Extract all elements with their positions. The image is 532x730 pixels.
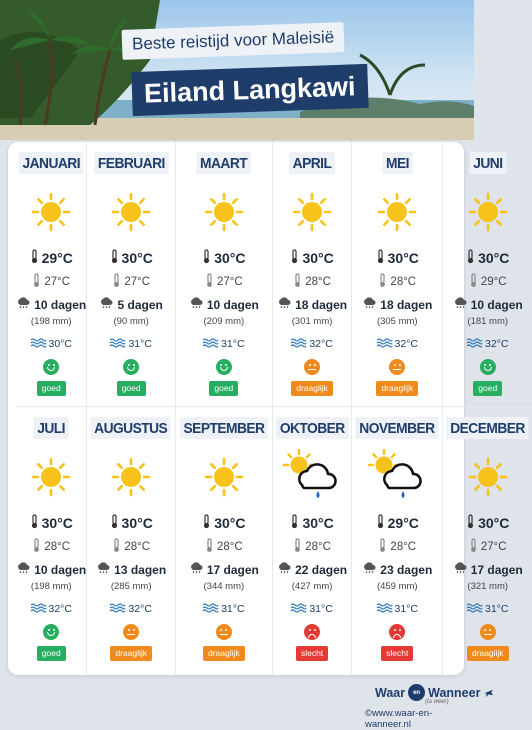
min-temperature: 27°C [32, 273, 70, 291]
thermometer-icon [469, 538, 478, 556]
rating-badge: goed [117, 381, 146, 396]
rating-goed-face-icon [123, 359, 139, 375]
sea-temperature: 32°C [110, 603, 151, 615]
thermometer-icon [205, 538, 214, 556]
sun-icon [101, 186, 161, 238]
logo-badge: en [408, 684, 425, 701]
rainfall-mm: (427 mm) [291, 581, 333, 592]
month-cell-februari [87, 142, 175, 407]
month-name: APRIL [289, 152, 335, 174]
waves-icon [110, 338, 125, 350]
max-temperature: 30°C [466, 514, 509, 532]
rainfall-mm: (305 mm) [376, 316, 418, 327]
month-cell-september [176, 407, 273, 675]
rating-badge: draaglijk [203, 646, 245, 661]
month-cell-maart [176, 142, 273, 407]
rating-draaglijk-face-icon [216, 624, 232, 640]
sea-temperature: 31°C [203, 338, 244, 350]
sea-temperature: 32°C [291, 338, 332, 350]
rainfall-mm: (181 mm) [467, 316, 509, 327]
min-temperature: 28°C [112, 538, 150, 556]
rainfall-mm: (459 mm) [376, 581, 418, 592]
sun-icon [367, 186, 427, 238]
thermometer-icon [30, 514, 39, 532]
min-temperature: 28°C [293, 273, 331, 291]
climate-card [8, 142, 526, 675]
sea-temperature: 32°C [467, 338, 508, 350]
max-temperature: 30°C [110, 514, 153, 532]
rain-days: 22 dagen [277, 562, 347, 577]
thermometer-icon [202, 514, 211, 532]
min-temperature: 27°C [469, 538, 507, 556]
thermometer-icon [376, 249, 385, 267]
logo-word-wanneer: Wanneer [428, 685, 481, 700]
rating-draaglijk-face-icon [480, 624, 496, 640]
max-temperature: 30°C [110, 249, 153, 267]
month-name: NOVEMBER [356, 417, 439, 439]
waves-icon [203, 603, 218, 615]
waves-icon [377, 338, 392, 350]
month-name: DECEMBER [447, 417, 529, 439]
logo-tagline: (ta weer) [425, 699, 449, 705]
sea-temperature: 31°C [203, 603, 244, 615]
page-title: Eiland Langkawi [131, 64, 368, 116]
rating-badge: slecht [381, 646, 413, 661]
rating-badge: goed [37, 381, 66, 396]
min-temperature: 27°C [112, 273, 150, 291]
rating-goed-face-icon [216, 359, 232, 375]
rating-draaglijk-face-icon [123, 624, 139, 640]
min-temperature: 28°C [205, 538, 243, 556]
rating-slecht-face-icon [389, 624, 405, 640]
sea-temperature: 30°C [31, 338, 72, 350]
rating-badge: goed [37, 646, 66, 661]
rain-cloud-icon [277, 297, 292, 312]
min-temperature: 28°C [378, 273, 416, 291]
thermometer-icon [30, 249, 39, 267]
thermometer-icon [32, 538, 41, 556]
rainfall-mm: (198 mm) [30, 316, 72, 327]
rating-goed-face-icon [43, 359, 59, 375]
rating-badge: goed [209, 381, 238, 396]
rain-cloud-icon [453, 562, 468, 577]
rain-cloud-icon [189, 562, 204, 577]
month-name: MEI [382, 152, 412, 174]
month-name: JULI [34, 417, 69, 439]
logo-word-waar: Waar [375, 685, 406, 700]
max-temperature: 29°C [30, 249, 73, 267]
month-cell-april [273, 142, 353, 407]
month-name: OKTOBER [276, 417, 348, 439]
month-name: MAART [197, 152, 251, 174]
rainfall-mm: (301 mm) [291, 316, 333, 327]
sea-temperature: 31°C [291, 603, 332, 615]
max-temperature: 29°C [376, 514, 419, 532]
month-cell-oktober [273, 407, 353, 675]
header-photo [0, 0, 474, 140]
waves-icon [467, 603, 482, 615]
rainfall-mm: (90 mm) [113, 316, 149, 327]
waves-icon [203, 338, 218, 350]
waves-icon [110, 603, 125, 615]
rating-badge: draaglijk [110, 646, 152, 661]
rain-cloud-icon [96, 562, 111, 577]
rating-goed-face-icon [43, 624, 59, 640]
thermometer-icon [466, 249, 475, 267]
sun-icon [458, 186, 518, 238]
rain-days: 5 dagen [99, 297, 162, 312]
sun-icon [21, 186, 81, 238]
min-temperature: 28°C [32, 538, 70, 556]
month-cell-juli [16, 407, 87, 675]
month-cell-november [352, 407, 443, 675]
rain-days: 18 dagen [362, 297, 432, 312]
sea-temperature: 31°C [110, 338, 151, 350]
thermometer-icon [32, 273, 41, 291]
month-name: SEPTEMBER [180, 417, 268, 439]
month-cell-mei [352, 142, 443, 407]
rain-days: 10 dagen [453, 297, 523, 312]
month-cell-januari [16, 142, 87, 407]
min-temperature: 28°C [378, 538, 416, 556]
month-cell-december [443, 407, 532, 675]
thermometer-icon [293, 273, 302, 291]
thermometer-icon [378, 273, 387, 291]
max-temperature: 30°C [202, 249, 245, 267]
min-temperature: 29°C [469, 273, 507, 291]
min-temperature: 28°C [293, 538, 331, 556]
max-temperature: 30°C [202, 514, 245, 532]
rating-goed-face-icon [480, 359, 496, 375]
rating-draaglijk-face-icon [389, 359, 405, 375]
waves-icon [31, 603, 46, 615]
rain-days: 10 dagen [16, 562, 86, 577]
rain-cloud-icon [277, 562, 292, 577]
thermometer-icon [378, 538, 387, 556]
rain-cloud-icon [16, 562, 31, 577]
waves-icon [291, 338, 306, 350]
max-temperature: 30°C [30, 514, 73, 532]
airplane-icon [483, 687, 494, 698]
rating-badge: slecht [296, 646, 328, 661]
rating-badge: goed [473, 381, 502, 396]
rain-cloud-icon [453, 297, 468, 312]
rain-days: 13 dagen [96, 562, 166, 577]
sea-temperature: 32°C [31, 603, 72, 615]
rainfall-mm: (344 mm) [203, 581, 245, 592]
rain-cloud-icon [189, 297, 204, 312]
rain-days: 17 dagen [453, 562, 523, 577]
sea-temperature: 31°C [467, 603, 508, 615]
month-cell-augustus [87, 407, 175, 675]
thermometer-icon [293, 538, 302, 556]
rainfall-mm: (209 mm) [203, 316, 245, 327]
month-cell-juni [443, 142, 532, 407]
sea-temperature: 32°C [377, 338, 418, 350]
rain-days: 17 dagen [189, 562, 259, 577]
month-name: JUNI [469, 152, 506, 174]
month-name: AUGUSTUS [91, 417, 171, 439]
rain-cloud-icon [362, 562, 377, 577]
rating-badge: draaglijk [467, 646, 509, 661]
thermometer-icon [376, 514, 385, 532]
page-subtitle: Beste reistijd voor Maleisië [122, 22, 345, 60]
thermometer-icon [466, 514, 475, 532]
thermometer-icon [290, 514, 299, 532]
thermometer-icon [202, 249, 211, 267]
thermometer-icon [110, 514, 119, 532]
waves-icon [377, 603, 392, 615]
max-temperature: 30°C [466, 249, 509, 267]
min-temperature: 27°C [205, 273, 243, 291]
max-temperature: 30°C [290, 249, 333, 267]
sun-icon [194, 451, 254, 503]
rainfall-mm: (285 mm) [110, 581, 152, 592]
sun-icon [21, 451, 81, 503]
thermometer-icon [290, 249, 299, 267]
sun-icon [101, 451, 161, 503]
thermometer-icon [205, 273, 214, 291]
sun-cloud-rain-icon [282, 451, 342, 503]
rain-cloud-icon [362, 297, 377, 312]
rainfall-mm: (321 mm) [467, 581, 509, 592]
waves-icon [31, 338, 46, 350]
rain-days: 23 dagen [362, 562, 432, 577]
rain-cloud-icon [16, 297, 31, 312]
rating-badge: draaglijk [376, 381, 418, 396]
max-temperature: 30°C [376, 249, 419, 267]
waves-icon [291, 603, 306, 615]
month-name: JANUARI [19, 152, 84, 174]
thermometer-icon [469, 273, 478, 291]
rain-cloud-icon [99, 297, 114, 312]
rain-days: 10 dagen [16, 297, 86, 312]
rain-days: 18 dagen [277, 297, 347, 312]
thermometer-icon [112, 538, 121, 556]
thermometer-icon [110, 249, 119, 267]
sun-icon [194, 186, 254, 238]
sea-temperature: 31°C [377, 603, 418, 615]
thermometer-icon [112, 273, 121, 291]
sun-icon [282, 186, 342, 238]
max-temperature: 30°C [290, 514, 333, 532]
website-link[interactable]: ©www.waar-en-wanneer.nl [365, 708, 433, 730]
rainfall-mm: (198 mm) [30, 581, 72, 592]
rating-slecht-face-icon [304, 624, 320, 640]
sun-cloud-rain-icon [367, 451, 427, 503]
month-grid [16, 142, 526, 675]
rating-draaglijk-face-icon [304, 359, 320, 375]
month-name: FEBRUARI [94, 152, 168, 174]
rain-days: 10 dagen [189, 297, 259, 312]
sun-icon [458, 451, 518, 503]
rating-badge: draaglijk [291, 381, 333, 396]
waves-icon [467, 338, 482, 350]
